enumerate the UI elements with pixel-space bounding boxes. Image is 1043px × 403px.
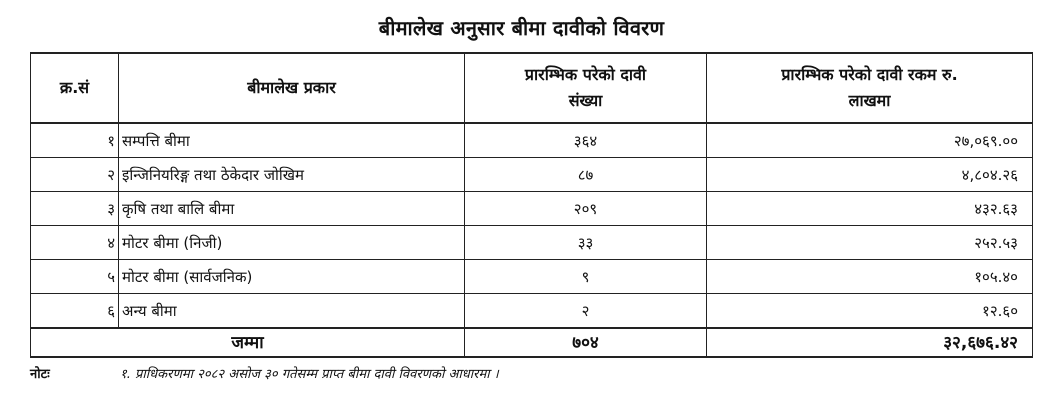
- row-claim-count: ९: [465, 260, 707, 294]
- row-claim-amount: २५२.५३: [707, 226, 1033, 260]
- row-claim-count: ३३: [465, 226, 707, 260]
- header-claim-count: [465, 53, 707, 123]
- header-claim-count-line2: संख्या: [568, 91, 603, 110]
- table-header-row: [31, 53, 1033, 123]
- claims-table: [30, 52, 1033, 358]
- header-claim-count-line1: प्रारम्भिक परेको दावी: [524, 65, 647, 84]
- header-serial-number: क्र.सं: [31, 53, 119, 123]
- table-row: [31, 158, 1033, 192]
- row-serial-number: ३: [31, 192, 119, 226]
- total-claim-count: ७०४: [465, 328, 707, 357]
- row-serial-number: १: [31, 123, 119, 158]
- row-claim-count: २०९: [465, 192, 707, 226]
- row-claim-count: ८७: [465, 158, 707, 192]
- row-claim-amount: ४३२.६३: [707, 192, 1033, 226]
- row-policy-type: इन्जिनियरिङ्ग तथा ठेकेदार जोखिम: [119, 158, 465, 192]
- header-claim-amount-line2: लाखमा: [848, 91, 891, 110]
- page-title: बीमालेख अनुसार बीमा दावीको विवरण: [378, 16, 665, 40]
- table-row: [31, 294, 1033, 329]
- row-claim-count: ३६४: [465, 123, 707, 158]
- table-row: [31, 226, 1033, 260]
- footnote: [30, 364, 499, 382]
- table-row: [31, 192, 1033, 226]
- row-serial-number: २: [31, 158, 119, 192]
- row-serial-number: ५: [31, 260, 119, 294]
- table-row: [31, 260, 1033, 294]
- header-policy-type: बीमालेख प्रकार: [119, 53, 465, 123]
- row-serial-number: ४: [31, 226, 119, 260]
- row-serial-number: ६: [31, 294, 119, 329]
- footnote-label: नोटः: [30, 367, 50, 382]
- row-claim-amount: १०५.४०: [707, 260, 1033, 294]
- row-policy-type: कृषि तथा बालि बीमा: [119, 192, 465, 226]
- table-row: [31, 123, 1033, 158]
- row-policy-type: अन्य बीमा: [119, 294, 465, 329]
- row-claim-amount: ४,८०४.२६: [707, 158, 1033, 192]
- row-claim-amount: २७,०६९.००: [707, 123, 1033, 158]
- header-claim-amount: [707, 53, 1033, 123]
- row-policy-type: मोटर बीमा (निजी): [119, 226, 465, 260]
- footnote-text: १. प्राधिकरणमा २०८२ असोज ३० गतेसम्म प्राप्त बीमा दावी विवरणको आधारमा ।: [120, 367, 499, 382]
- row-policy-type: सम्पत्ति बीमा: [119, 123, 465, 158]
- row-claim-count: २: [465, 294, 707, 329]
- row-claim-amount: १२.६०: [707, 294, 1033, 329]
- total-row: [31, 328, 1033, 357]
- total-claim-amount: ३२,६७६.४२: [707, 328, 1033, 357]
- total-label: जम्मा: [31, 328, 465, 357]
- row-policy-type: मोटर बीमा (सार्वजनिक): [119, 260, 465, 294]
- header-claim-amount-line1: प्रारम्भिक परेको दावी रकम रु.: [781, 65, 958, 84]
